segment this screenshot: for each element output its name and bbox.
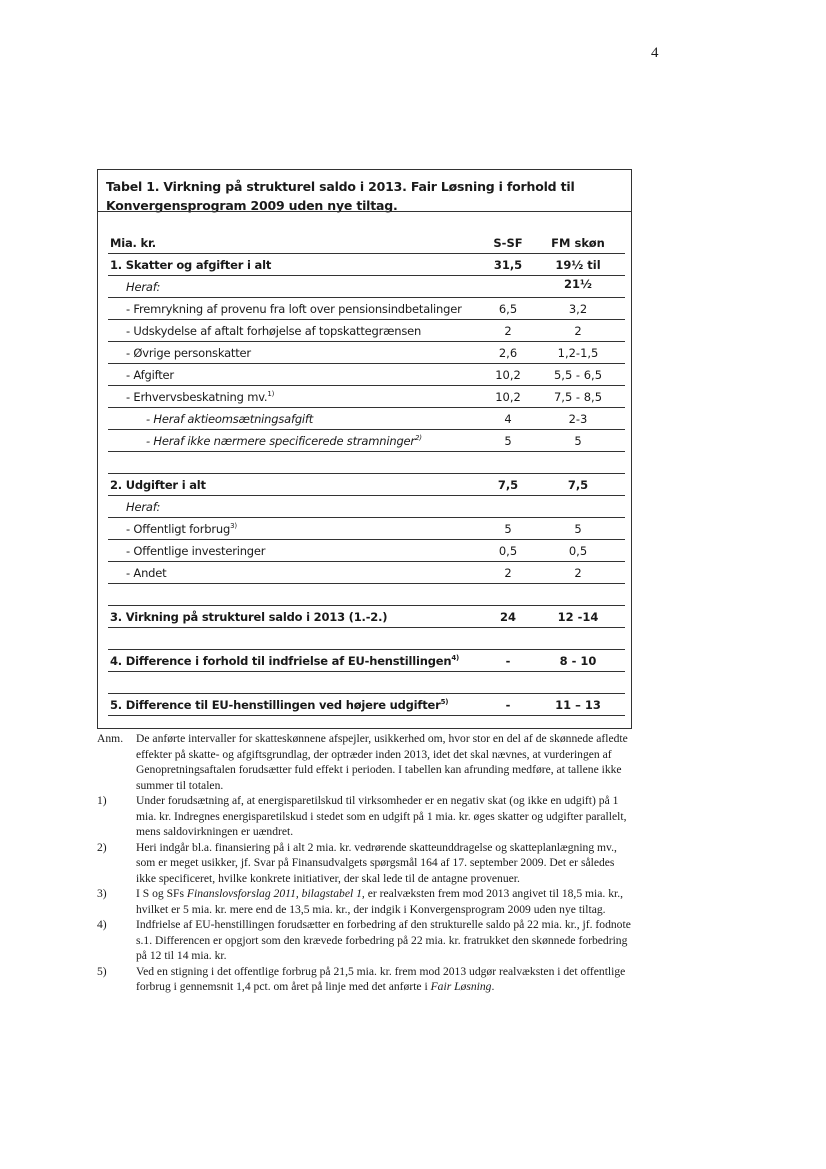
table-header-row [108, 234, 625, 254]
table-row [108, 366, 625, 386]
row-value-fm: 5 [574, 522, 582, 536]
note-marker: 3) [97, 887, 107, 900]
row-value-fm: 7,5 - 8,5 [553, 390, 603, 404]
row-label: Heraf: [126, 500, 161, 514]
row-label: 3. Virkning på strukturel saldo i 2013 (1.-2.) [110, 610, 388, 624]
table-row [108, 388, 625, 408]
table-row [108, 300, 625, 320]
table-row [108, 652, 625, 672]
footnote-ref: 1) [267, 390, 275, 398]
table-spacer-row [108, 586, 625, 606]
page-number: 4 [651, 45, 659, 61]
note-text: I S og SFs Finanslovsforslag 2011, bilagstabel 1, er realvæksten frem mod 2013 angivet til 18,5 mia. kr., hvilket er 5 mia. kr. mere end de 13,5 mia. kr., der indgik i Konvergensprogram 2009 uden nye tiltag. [136, 887, 624, 916]
footnote-ref: 2) [414, 434, 422, 442]
header-col-fm: FM skøn [551, 236, 605, 250]
footnote-ref: 5) [440, 698, 449, 706]
row-value-s-sf: - [505, 698, 511, 712]
row-value-s-sf: 2,6 [498, 346, 518, 360]
row-value-s-sf: 2 [504, 566, 512, 580]
row-value-fm: 0,5 [568, 544, 588, 558]
publication-title: Finanslovsforslag 2011, bilagstabel 1, [186, 887, 365, 900]
table-notes [97, 731, 637, 995]
table-row [108, 696, 625, 716]
note-5 [97, 964, 637, 995]
table-row [108, 322, 625, 342]
table-row [108, 432, 625, 452]
title-divider [98, 211, 631, 212]
row-value-s-sf: 10,2 [495, 368, 521, 382]
row-label: - Fremrykning af provenu fra loft over pensionsindbetalinger [126, 302, 462, 316]
table-row [108, 520, 625, 540]
row-label: - Afgifter [126, 368, 174, 382]
note-2 [97, 840, 637, 887]
row-value-s-sf: 6,5 [498, 302, 518, 316]
table-row [108, 542, 625, 562]
row-value-s-sf: 4 [504, 412, 512, 426]
table-row [108, 278, 625, 298]
table-row [108, 498, 625, 518]
row-value-fm: 11 – 13 [555, 698, 601, 712]
header-unit: Mia. kr. [110, 236, 156, 250]
note-marker: 1) [97, 794, 107, 807]
row-value-s-sf: - [505, 654, 511, 668]
table-row [108, 344, 625, 364]
row-value-fm: 1,2-1,5 [557, 346, 599, 360]
row-value-fm: 19½ til 21½ [555, 258, 601, 291]
note-3 [97, 886, 637, 917]
row-value-fm: 8 - 10 [559, 654, 597, 668]
row-label: - Heraf aktieomsætningsafgift [146, 412, 314, 426]
table-row [108, 476, 625, 496]
note-text: Under forudsætning af, at energisparetilskud til virksomheder er en negativ skat (og ikke en udgift) på 1 mia. kr. Indregnes energisparetilskud i stedet som en udgift på 1 mia. kr. øges skatter og udgifter parallelt, mens saldovirkningen er uændret. [136, 794, 627, 838]
table-spacer-row [108, 674, 625, 694]
footnote-ref: 3) [230, 522, 237, 530]
note-text: Heri indgår bl.a. finansiering på i alt 2 mia. kr. vedrørende skatteunddragelse og skatteplanlægning mv., som er meget usikker, jf. Svar på Finansudvalgets spørgsmål 164 af 17. september 2009. Det er således ikke specificeret, hvilke konkrete initiativer, der skal lede til de antagne provenuer. [136, 840, 617, 885]
row-value-fm: 5,5 - 6,5 [553, 368, 603, 382]
row-value-fm: 5 [574, 434, 582, 448]
row-value-s-sf: 31,5 [493, 258, 523, 272]
row-value-s-sf: 2 [504, 324, 512, 338]
row-value-fm: 7,5 [567, 478, 589, 492]
note-anm [97, 731, 637, 793]
row-value-s-sf: 7,5 [497, 478, 519, 492]
table-title: Tabel 1. Virkning på strukturel saldo i 2013. Fair Løsning i forhold til Konvergensprogram 2009 uden nye tiltag. [106, 179, 575, 213]
row-label: - Offentligt forbrug$^{3)}$ [126, 522, 237, 536]
row-label: - Erhvervsbeskatning mv.$^{1)}$ [126, 390, 275, 404]
row-label: 4. Difference i forhold til indfrielse af EU-henstillingen$^{4)}$ [110, 654, 459, 668]
note-text: Indfrielse af EU-henstillingen forudsætter en forbedring af den strukturelle saldo på 22 mia. kr., jf. fodnote s.1. Differencen er opgjort som den krævede forbedring på 22 mia. kr. fratrukket den skønnede forbedring på 12 til 14 mia. kr. [136, 918, 631, 962]
row-label: - Udskydelse af aftalt forhøjelse af topskattegrænsen [126, 324, 422, 338]
row-value-s-sf: 10,2 [495, 390, 521, 404]
row-label: 5. Difference til EU-henstillingen ved højere udgifter$^{5)}$ [110, 698, 449, 712]
table-row [108, 410, 625, 430]
footnote-ref: 4) [451, 654, 459, 662]
note-marker: Anm. [97, 732, 124, 745]
note-marker: 5) [97, 964, 107, 978]
row-value-s-sf: 5 [504, 434, 512, 448]
note-4 [97, 917, 637, 964]
header-col-s-sf: S-SF [493, 236, 523, 250]
row-value-s-sf: 5 [504, 522, 512, 536]
note-text: De anførte intervaller for skatteskønnene afspejler, usikkerhed om, hvor stor en del af de skønnede afledte effekter på skatte- og afgiftsgrundlag, der optræder inden 2013, idet det skal nævnes, at vurderingen af Genopretningsaftalen forudsætter fuld effekt i perioden. I tabellen kan afrunding medføre, at tallene ikke summer til totalen. [136, 732, 628, 792]
row-value-fm: 3,2 [568, 302, 588, 316]
table-row [108, 564, 625, 584]
note-marker: 4) [97, 918, 107, 931]
row-label: - Offentlige investeringer [126, 544, 266, 558]
row-label: 2. Udgifter i alt [110, 478, 206, 492]
row-value-fm: 12 -14 [557, 610, 599, 624]
row-label: - Andet [126, 566, 167, 580]
row-label: Heraf: [126, 280, 161, 294]
row-value-fm: 2 [574, 566, 582, 580]
row-value-fm: 2 [574, 324, 582, 338]
row-value-s-sf: 0,5 [498, 544, 518, 558]
table-row [108, 608, 625, 628]
table-spacer-row [108, 630, 625, 650]
row-label: 1. Skatter og afgifter i alt [110, 258, 272, 272]
row-value-fm: 2-3 [568, 412, 588, 426]
note-text: Ved en stigning i det offentlige forbrug på 21,5 mia. kr. frem mod 2013 udgør realvæksten i det offentlige forbrug i gennemsnit 1,4 pct. om året på linje med det anførte i Fair Løsning. [136, 964, 626, 993]
publication-title: Fair Løsning [430, 980, 492, 993]
table-1 [97, 169, 632, 729]
note-marker: 2) [97, 840, 107, 854]
table-spacer-row [108, 454, 625, 474]
note-1 [97, 793, 637, 840]
row-label: - Heraf ikke nærmere specificerede stramninger$^{2)}$ [146, 434, 422, 448]
row-value-s-sf: 24 [499, 610, 516, 624]
row-label: - Øvrige personskatter [126, 346, 251, 360]
